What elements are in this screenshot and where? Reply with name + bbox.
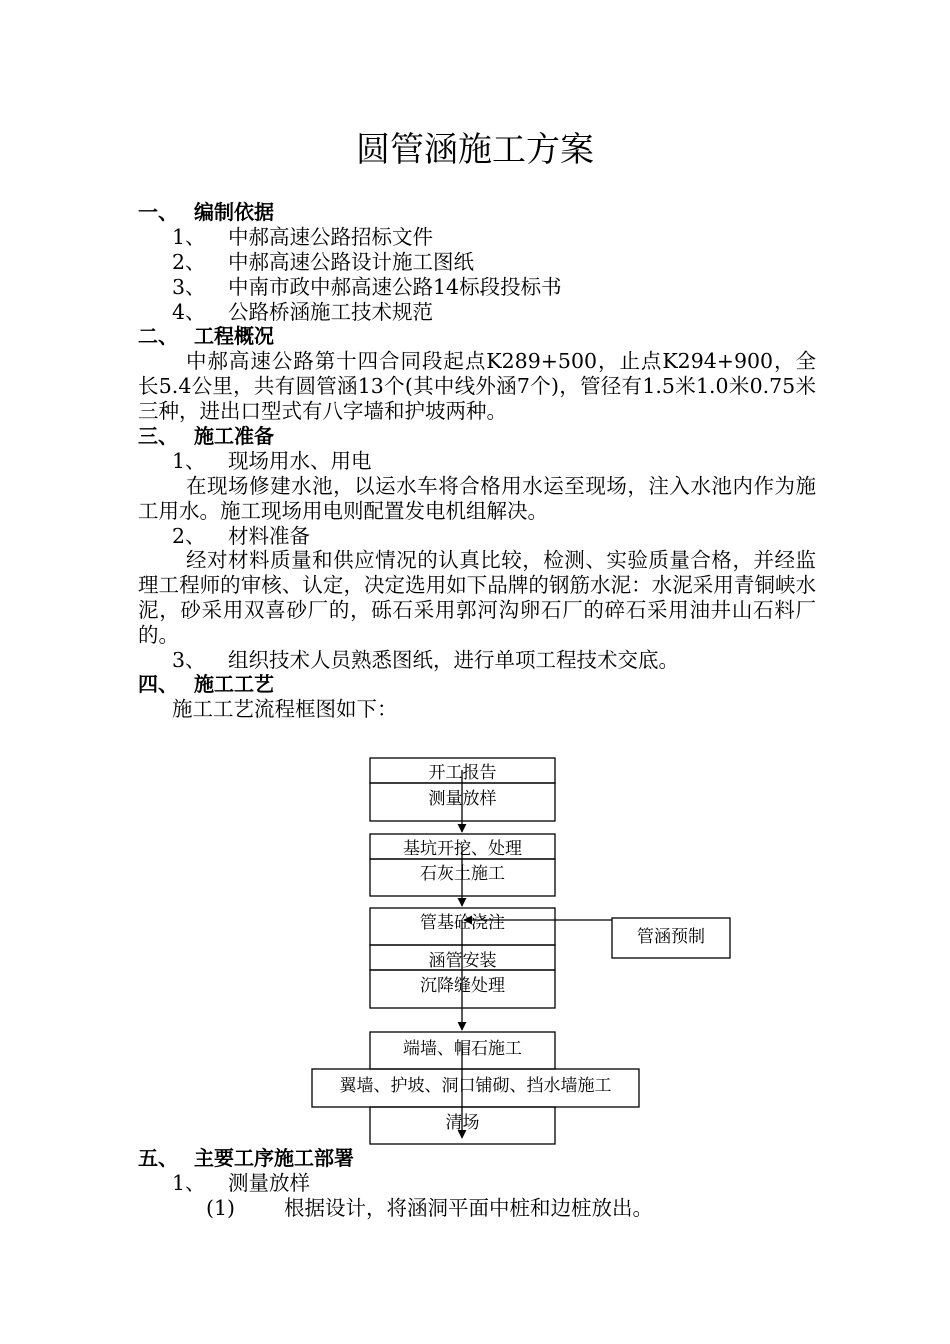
section-5-number: 五、 — [138, 1146, 178, 1170]
section-1-title: 编制依据 — [194, 200, 274, 224]
section-3-paragraph-2: 经对材料质量和供应情况的认真比较，检测、实验质量合格，并经监理工程师的审核、认定，决定选用如下品牌的钢筋水泥：水泥采用青铜峡水泥，砂采用双喜砂厂的，砾石采用郭河沟卵石厂的碎石采用油井山石料厂的。 — [138, 548, 816, 647]
section-4-number: 四、 — [138, 672, 178, 696]
sub-item-text: 根据设计，将涵洞平面中桩和边桩放出。 — [284, 1196, 653, 1220]
sub-item-number: (1) — [206, 1196, 236, 1220]
item-number: 1、 — [172, 225, 206, 249]
section-2-title: 工程概况 — [194, 324, 274, 348]
flow-label-lime-soil: 石灰土施工 — [420, 864, 505, 884]
flow-label-settlement-joint: 沉降缝处理 — [420, 976, 505, 996]
section-3-title: 施工准备 — [194, 424, 274, 448]
item-text: 测量放样 — [228, 1171, 310, 1195]
section-2-number: 二、 — [138, 324, 178, 348]
item-text: 中郝高速公路设计施工图纸 — [228, 250, 474, 274]
item-number: 1、 — [172, 449, 206, 473]
section-3-number: 三、 — [138, 424, 178, 448]
item-text: 组织技术人员熟悉图纸，进行单项工程技术交底。 — [228, 648, 679, 672]
flow-label-excavation: 基坑开挖、处理 — [403, 839, 522, 859]
flow-label-survey: 测量放样 — [428, 789, 497, 809]
item-number: 2、 — [172, 524, 206, 548]
section-2-paragraph: 中郝高速公路第十四合同段起点K289+500，止点K294+900，全长5.4公里，共有圆管涵13个(其中线外涵7个)，管径有1.5米1.0米0.75米三种，进出口型式有八字墙和护坡两种。 — [138, 349, 816, 423]
item-number: 1、 — [172, 1171, 206, 1195]
item-number: 2、 — [172, 250, 206, 274]
section-5-title: 主要工序施工部署 — [194, 1146, 354, 1170]
flow-label-pipe-base: 管基砼浇注 — [420, 913, 505, 933]
section-1-number: 一、 — [138, 200, 178, 224]
section-5-heading — [138, 1146, 354, 1171]
item-text: 中南市政中郝高速公路14标段投标书 — [228, 275, 562, 299]
section-4-intro: 施工工艺流程框图如下： — [172, 697, 398, 721]
item-number: 4、 — [172, 300, 206, 324]
section-3-paragraph-1: 在现场修建水池，以运水车将合格用水运至现场，注入水池内作为施工用水。施工现场用电则配置发电机组解决。 — [138, 474, 816, 523]
item-number: 3、 — [172, 275, 206, 299]
section-4-title: 施工工艺 — [194, 672, 274, 696]
flow-label-wing-wall: 翼墙、护坡、洞口铺砌、挡水墙施工 — [339, 1076, 612, 1096]
flow-label-pipe-prefab: 管涵预制 — [637, 927, 705, 947]
flow-label-cleanup: 清场 — [445, 1113, 480, 1133]
document-title: 圆管涵施工方案 — [356, 130, 594, 170]
item-text: 现场用水、用电 — [228, 449, 372, 473]
item-text: 材料准备 — [228, 524, 310, 548]
item-text: 中郝高速公路招标文件 — [228, 225, 433, 249]
flow-label-end-wall: 端墙、帽石施工 — [403, 1039, 522, 1059]
section-5-sub-1 — [206, 1196, 653, 1221]
item-number: 3、 — [172, 648, 206, 672]
item-text: 公路桥涵施工技术规范 — [228, 300, 433, 324]
flow-label-pipe-install: 涵管安装 — [428, 951, 497, 971]
section-5-item-1 — [172, 1171, 310, 1196]
flow-label-start-report: 开工报告 — [428, 763, 497, 783]
